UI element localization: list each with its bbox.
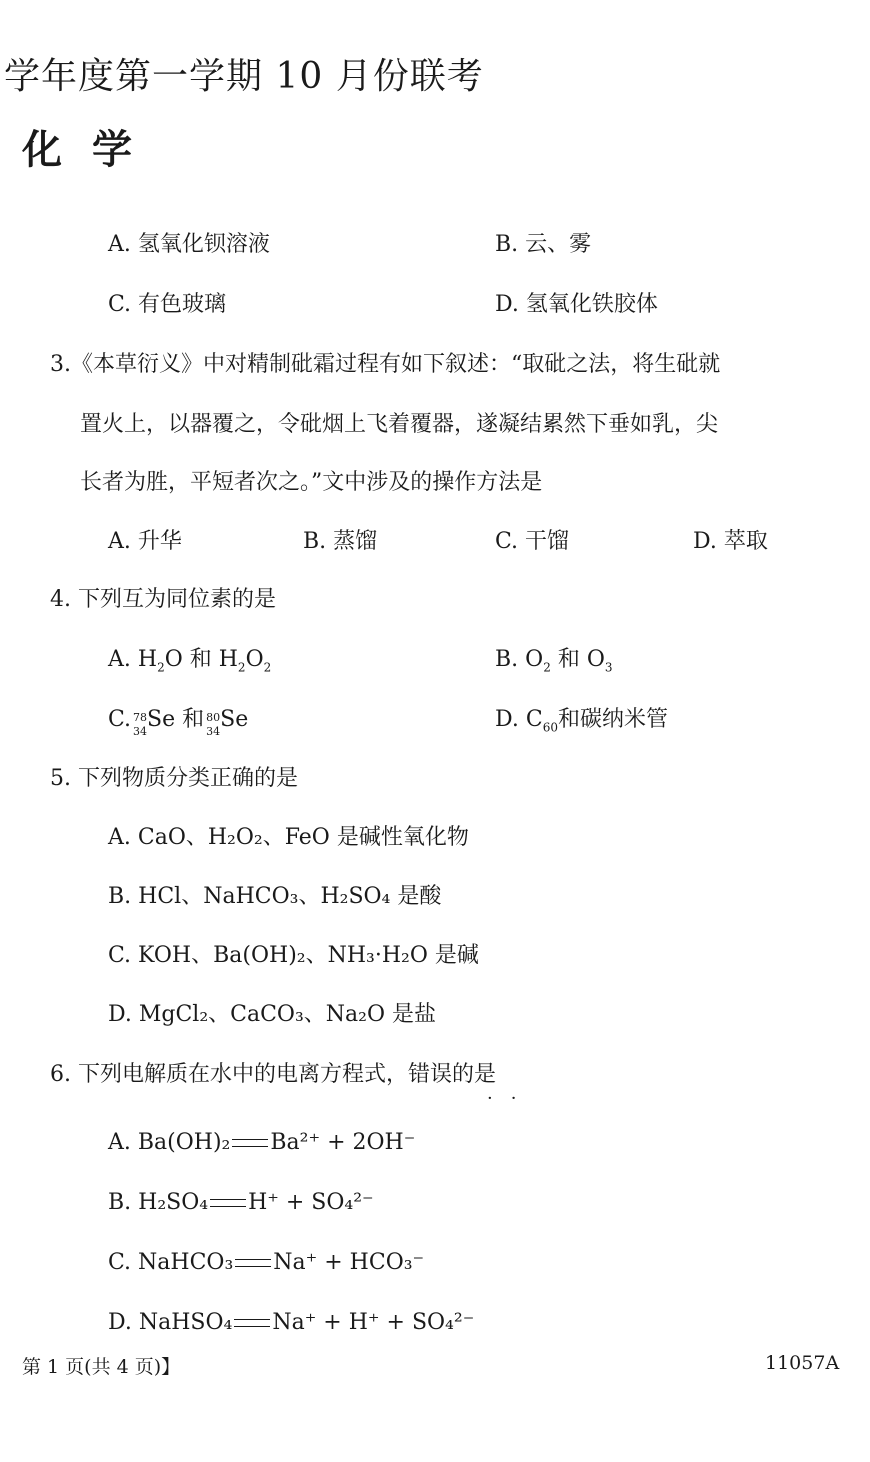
- equals-arrow-icon: [232, 1139, 268, 1147]
- exam-title: 学年度第一学期 10 月份联考: [4, 56, 484, 97]
- q3-stem-line1: 3.《本草衍义》中对精制砒霜过程有如下叙述：“取砒之法，将生砒就: [50, 352, 721, 377]
- equals-arrow-icon: [210, 1199, 246, 1207]
- q3-option-c: C. 干馏: [495, 529, 570, 554]
- q3-stem-line2: 置火上，以器覆之，令砒烟上飞着覆器，遂凝结累然下垂如乳，尖: [80, 412, 719, 437]
- q5-option-c: C. KOH、Ba(OH)₂、NH₃·H₂O 是碱: [108, 943, 479, 968]
- q6-option-c: C. NaHCO₃ Na⁺ + HCO₃⁻: [108, 1250, 425, 1275]
- q2-option-a: A. 氢氧化钡溶液: [108, 232, 270, 257]
- q5-option-a: A. CaO、H₂O₂、FeO 是碱性氧化物: [108, 825, 469, 850]
- q2-option-d: D. 氢氧化铁胶体: [495, 292, 658, 317]
- exam-code: 11057A: [765, 1352, 840, 1374]
- q3-option-a: A. 升华: [108, 529, 182, 554]
- q5-option-b: B. HCl、NaHCO₃、H₂SO₄ 是酸: [108, 884, 442, 909]
- emphasis-dots: ··: [487, 1088, 535, 1109]
- q3-option-b: B. 蒸馏: [303, 529, 378, 554]
- equals-arrow-icon: [234, 1319, 270, 1327]
- q4-stem: 4. 下列互为同位素的是: [50, 587, 276, 612]
- q6-option-a: A. Ba(OH)₂ Ba²⁺ + 2OH⁻: [108, 1130, 416, 1155]
- q5-stem: 5. 下列物质分类正确的是: [50, 766, 298, 791]
- subject-title: 化学: [22, 126, 162, 173]
- q4-option-a: A. $H_2O$ 和 $H_2O_2$: [108, 647, 272, 675]
- q6-option-d: D. NaHSO₄ Na⁺ + H⁺ + SO₄²⁻: [108, 1310, 475, 1335]
- q4-option-d: D. $C_{60}$和碳纳米管: [495, 707, 668, 735]
- q6-stem: 6. 下列电解质在水中的电离方程式，错误的是: [50, 1062, 496, 1087]
- q4-option-b: B. $O_2$ 和 $O_3$: [495, 647, 613, 675]
- page-number: 第 1 页(共 4 页)】: [22, 1356, 181, 1378]
- q2-option-b: B. 云、雾: [495, 232, 592, 257]
- q4-option-c: C. 78 34 Se 和 80 34 Se: [108, 707, 249, 738]
- q6-option-b: B. H₂SO₄ H⁺ + SO₄²⁻: [108, 1190, 374, 1215]
- q5-option-d: D. MgCl₂、CaCO₃、Na₂O 是盐: [108, 1002, 436, 1027]
- q2-option-c: C. 有色玻璃: [108, 292, 227, 317]
- q3-stem-line3: 长者为胜，平短者次之。”文中涉及的操作方法是: [80, 470, 543, 495]
- equals-arrow-icon: [235, 1259, 271, 1267]
- q3-option-d: D. 萃取: [693, 529, 768, 554]
